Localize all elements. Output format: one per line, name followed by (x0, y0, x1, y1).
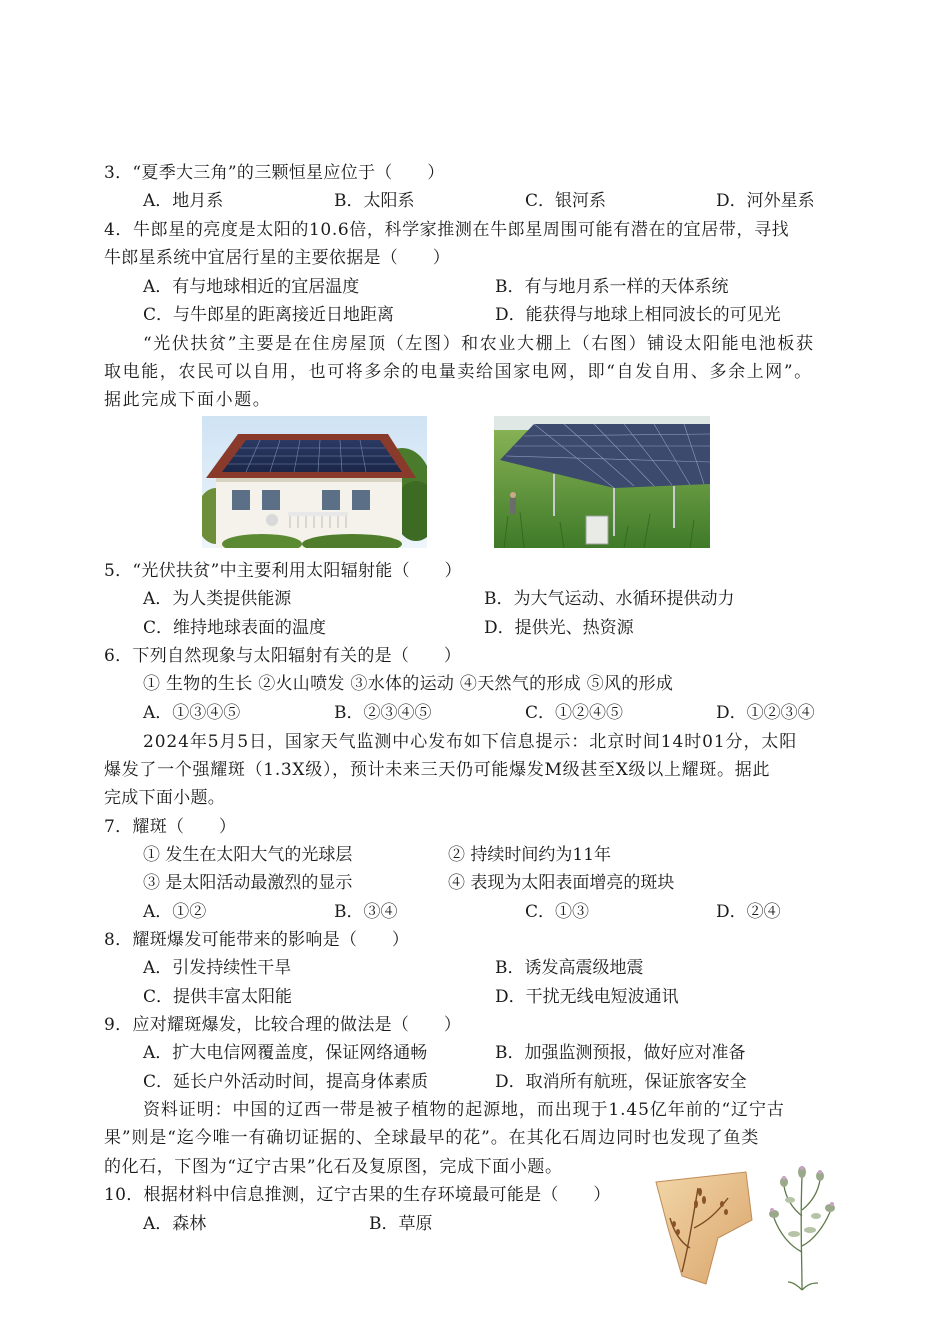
q3-option-b: B．太阳系 (334, 191, 415, 211)
q8-option-d: D．干扰无线电短波通讯 (495, 987, 679, 1007)
q6-option-c: C．①②④⑤ (525, 703, 624, 723)
q9-option-d: D．取消所有航班，保证旅客安全 (495, 1072, 747, 1092)
q6-option-b: B．②③④⑤ (334, 703, 432, 723)
q4-stem-line2: 牛郎星系统中宜居行星的主要依据是（ ） (104, 248, 450, 268)
q5-stem: 5．“光伏扶贫”中主要利用太阳辐射能（ ） (104, 561, 462, 581)
q7-stem: 7．耀斑（ ） (104, 817, 237, 837)
q7-item-2: ② 持续时间约为11年 (448, 845, 612, 865)
q10-option-a: A．森林 (143, 1214, 207, 1234)
material2-line1: 2024年5月5日，国家天气监测中心发布如下信息提示：北京时间14时01分，太阳 (143, 732, 798, 752)
q4-option-a: A．有与地球相近的宜居温度 (143, 277, 360, 297)
q9-option-a: A．扩大电信网覆盖度，保证网络通畅 (143, 1043, 428, 1063)
q10-stem: 10．根据材料中信息推测，辽宁古果的生存环境最可能是（ ） (104, 1185, 611, 1205)
q3-option-c: C．银河系 (525, 191, 607, 211)
q4-option-c: C．与牛郎星的距离接近日地距离 (143, 305, 395, 325)
material3-line1: 资料证明：中国的辽西一带是被子植物的起源地，而出现于1.45亿年前的“辽宁古 (143, 1100, 785, 1120)
q9-stem: 9．应对耀斑爆发，比较合理的做法是（ ） (104, 1015, 462, 1035)
q6-option-a: A．①③④⑤ (143, 703, 241, 723)
greenhouse-solar-photo (494, 416, 710, 548)
q5-option-c: C．维持地球表面的温度 (143, 618, 327, 638)
q5-option-a: A．为人类提供能源 (143, 589, 292, 609)
q7-option-a: A．①② (143, 902, 207, 922)
q5-option-b: B．为大气运动、水循环提供动力 (484, 589, 735, 609)
q7-option-c: C．①③ (525, 902, 590, 922)
material1-line1: “光伏扶贫”主要是在住房屋顶（左图）和农业大棚上（右图）铺设太阳能电池板获 (143, 334, 815, 354)
q4-stem-line1: 4．牛郎星的亮度是太阳的10.6倍，科学家推测在牛郎星周围可能有潜在的宜居带，寻找 (104, 220, 790, 240)
q9-option-b: B．加强监测预报，做好应对准备 (495, 1043, 746, 1063)
q6-stem: 6．下列自然现象与太阳辐射有关的是（ ） (104, 646, 462, 666)
q3-stem: 3．“夏季大三角”的三颗恒星应位于（ ） (104, 163, 445, 183)
q6-items: ① 生物的生长 ②火山喷发 ③水体的运动 ④天然气的形成 ⑤风的形成 (143, 674, 674, 694)
q3-option-a: A．地月系 (143, 191, 224, 211)
q8-option-a: A．引发持续性干旱 (143, 958, 292, 978)
material3-line3: 的化石，下图为“辽宁古果”化石及复原图，完成下面小题。 (104, 1157, 563, 1177)
material2-line3: 完成下面小题。 (104, 788, 226, 808)
q8-option-b: B．诱发高震级地震 (495, 958, 644, 978)
q10-option-b: B．草原 (369, 1214, 433, 1234)
q9-option-c: C．延长户外活动时间，提高身体素质 (143, 1072, 429, 1092)
material1-line2: 取电能，农民可以自用，也可将多余的电量卖给国家电网，即“自发自用、多余上网”。 (104, 362, 813, 382)
q7-option-d: D．②④ (716, 902, 781, 922)
q8-stem: 8．耀斑爆发可能带来的影响是（ ） (104, 930, 410, 950)
q5-option-d: D．提供光、热资源 (484, 618, 634, 638)
q3-option-d: D．河外星系 (716, 191, 815, 211)
q7-item-3: ③ 是太阳活动最激烈的显示 (143, 873, 353, 893)
q7-option-b: B．③④ (334, 902, 398, 922)
q7-item-1: ① 发生在太阳大气的光球层 (143, 845, 353, 865)
house-solar-photo (202, 416, 427, 548)
material3-line2: 果”则是“迄今唯一有确切证据的、全球最早的花”。在其化石周边同时也发现了鱼类 (104, 1128, 760, 1148)
q4-option-b: B．有与地月系一样的天体系统 (495, 277, 729, 297)
q8-option-c: C．提供丰富太阳能 (143, 987, 293, 1007)
material1-line3: 据此完成下面小题。 (104, 390, 272, 410)
q7-item-4: ④ 表现为太阳表面增亮的斑块 (448, 873, 675, 893)
material2-line2: 爆发了一个强耀斑（1.3X级），预计未来三天仍可能爆发M级甚至X级以上耀斑。据此 (104, 760, 771, 780)
q4-option-d: D．能获得与地球上相同波长的可见光 (495, 305, 781, 325)
archaefructus-reconstruction-image (762, 1156, 844, 1292)
q6-option-d: D．①②③④ (716, 703, 815, 723)
archaefructus-fossil-image (648, 1168, 758, 1286)
